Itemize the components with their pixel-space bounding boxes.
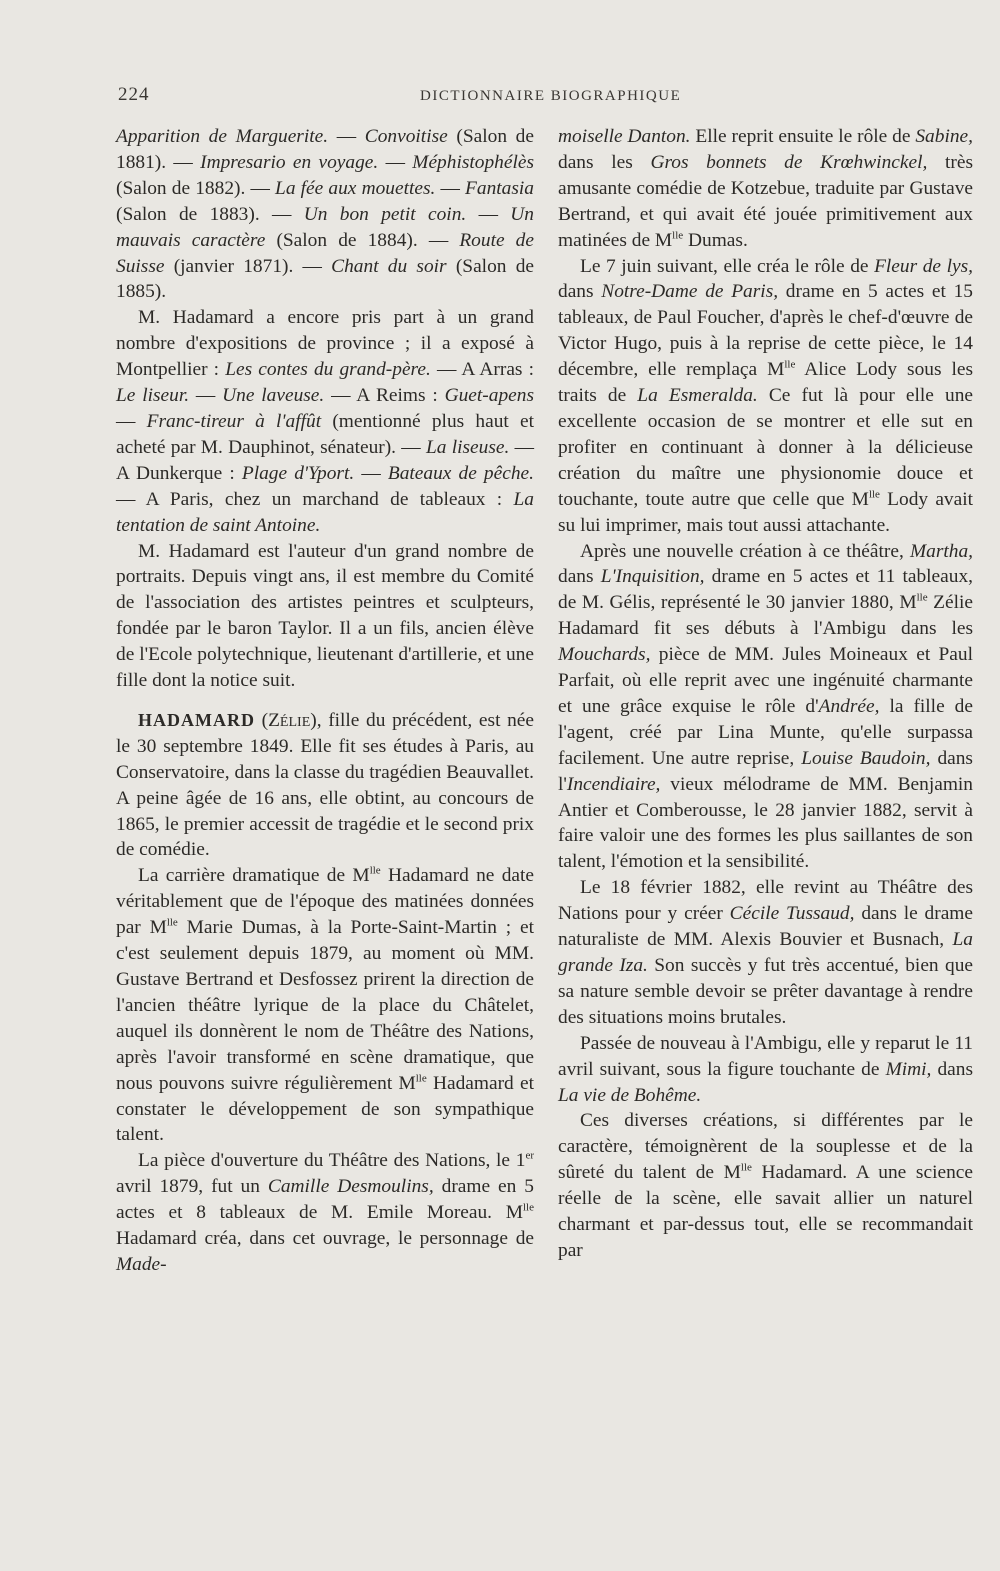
- paragraph: M. Hadamard a encore pris part à un grand nombre d'expositions de province ; il a exposé à Montpellier : Les contes du grand-père. — A Arras : Le liseur. — Une laveuse. — A Reims : Guet-apens — Franc-tireur à l'affût (mentionné plus haut et acheté par M. Dauphinot, sénateur). — La liseuse. — A Dunkerque : Plage d'Yport. — Bateaux de pêche. — A Paris, chez un marchand de tableaux : La tentation de saint Antoine.: [116, 307, 534, 536]
- paragraph: La carrière dramatique de $M^{lle}$ Hadamard ne date véritablement que de l'époque des matinées données par $M^{lle}$ Marie Dumas, à la Porte-Saint-Martin ; et c'est seulement depuis 1879, au moment où MM. Gustave Bertrand et Desfossez prirent la direction de l'ancien théâtre lyrique de la place du Châtelet, auquel ils donnèrent le nom de Théâtre des Nations, après l'avoir transformé en scène dramatique, que nous pouvons suivre régulièrement $M^{lle}$ Hadamard et constater le développement de son sympathique talent.: [116, 864, 534, 1146]
- paragraph: Ces diverses créations, si différentes par le caractère, témoignèrent de la souplesse et de la sûreté du talent de $M^{lle}$ Hadamard. A une science réelle de la scène, elle savait allier un naturel charmant et par-dessus tout, elle se recommandait par: [558, 1110, 973, 1261]
- right-column: [558, 124, 973, 1264]
- paragraph: Le 18 février 1882, elle revint au Théâtre des Nations pour y créer Cécile Tussaud, dans le drame naturaliste de MM. Alexis Bouvier et Busnach, La grande Iza. Son succès y fut très accentué, bien que sa nature semble devoir se prêter davantage à rendre des situations moins brutales.: [558, 877, 974, 1028]
- entry-name: HADAMARD: [138, 709, 255, 730]
- left-column: [116, 124, 534, 1278]
- paragraph: Le 7 juin suivant, elle créa le rôle de Fleur de lys, dans Notre-Dame de Paris, drame en 5 actes et 15 tableaux, de Paul Foucher, d'après le chef-d'œuvre de Victor Hugo, puis à la reprise de cette pièce, le 14 décembre, elle remplaça $M^{lle}$ Alice Lody sous les traits de La Esmeralda. Ce fut là pour elle une excellente occasion de se montrer et elle sut en profiter en continuant à donner à la délicieuse création du maître une physionomie douce et touchante, toute autre que celle que $M^{lle}$ Lody avait su lui imprimer, mais tout aussi attachante.: [558, 255, 974, 536]
- page-number: 224: [118, 84, 150, 105]
- paragraph: La pièce d'ouverture du Théâtre des Nations, le 1er avril 1879, fut un Camille Desmoulins, drame en 5 actes et 8 tableaux de M. Emile Moreau. $M^{lle}$ Hadamard créa, dans cet ouvrage, le personnage de Made-: [116, 1149, 534, 1275]
- paragraph: M. Hadamard est l'auteur d'un grand nombre de portraits. Depuis vingt ans, il est membre du Comité de l'association des artistes peintres et sculpteurs, fondée par le baron Taylor. Il a un fils, ancien élève de l'Ecole polytechnique, lieutenant d'artillerie, et une fille dont la notice suit.: [116, 540, 534, 692]
- running-title: DICTIONNAIRE BIOGRAPHIQUE: [420, 88, 682, 104]
- paragraph: Après une nouvelle création à ce théâtre, Martha, dans L'Inquisition, drame en 5 actes et 11 tableaux, de M. Gélis, représenté le 30 janvier 1880, $M^{lle}$ Zélie Hadamard fit ses débuts à l'Ambigu dans les Mouchards, pièce de MM. Jules Moineaux et Paul Parfait, où elle reprit avec une ingénuité charmante et une grâce exquise le rôle d'Andrée, la fille de l'agent, créé par Lina Munte, qu'elle surpassa facilement. Une autre reprise, Louise Baudoin, dans l'Incendiaire, vieux mélodrame de MM. Benjamin Antier et Comberousse, le 28 janvier 1882, servit à faire valoir une des formes les plus saillantes de son talent, l'émotion et la sensibilité.: [558, 540, 973, 873]
- paragraph: moiselle Danton. Elle reprit ensuite le rôle de Sabine, dans les Gros bonnets de Krœhwinckel, très amusante comédie de Kotzebue, traduite par Gustave Bertrand, et qui avait été jouée primitivement aux matinées de $M^{lle}$ Dumas.: [558, 126, 973, 251]
- paragraph: Apparition de Marguerite. — Convoitise (Salon de 1881). — Impresario en voyage. — Méphistophélès (Salon de 1882). — La fée aux mouettes. — Fantasia (Salon de 1883). — Un bon petit coin. — Un mauvais caractère (Salon de 1884). — Route de Suisse (janvier 1871). — Chant du soir (Salon de 1885).: [116, 126, 534, 303]
- biography-entry: HADAMARD (Zélie), fille du précédent, est née le 30 septembre 1849. Elle fit ses études à Paris, au Conservatoire, dans la classe du tragédien Beauvallet. A peine âgée de 16 ans, elle obtint, au concours de 1865, le premier accessit de tragédie et le second prix de comédie.: [116, 709, 534, 861]
- paragraph: Passée de nouveau à l'Ambigu, elle y reparut le 11 avril suivant, sous la figure touchante de Mimi, dans La vie de Bohême.: [558, 1032, 973, 1106]
